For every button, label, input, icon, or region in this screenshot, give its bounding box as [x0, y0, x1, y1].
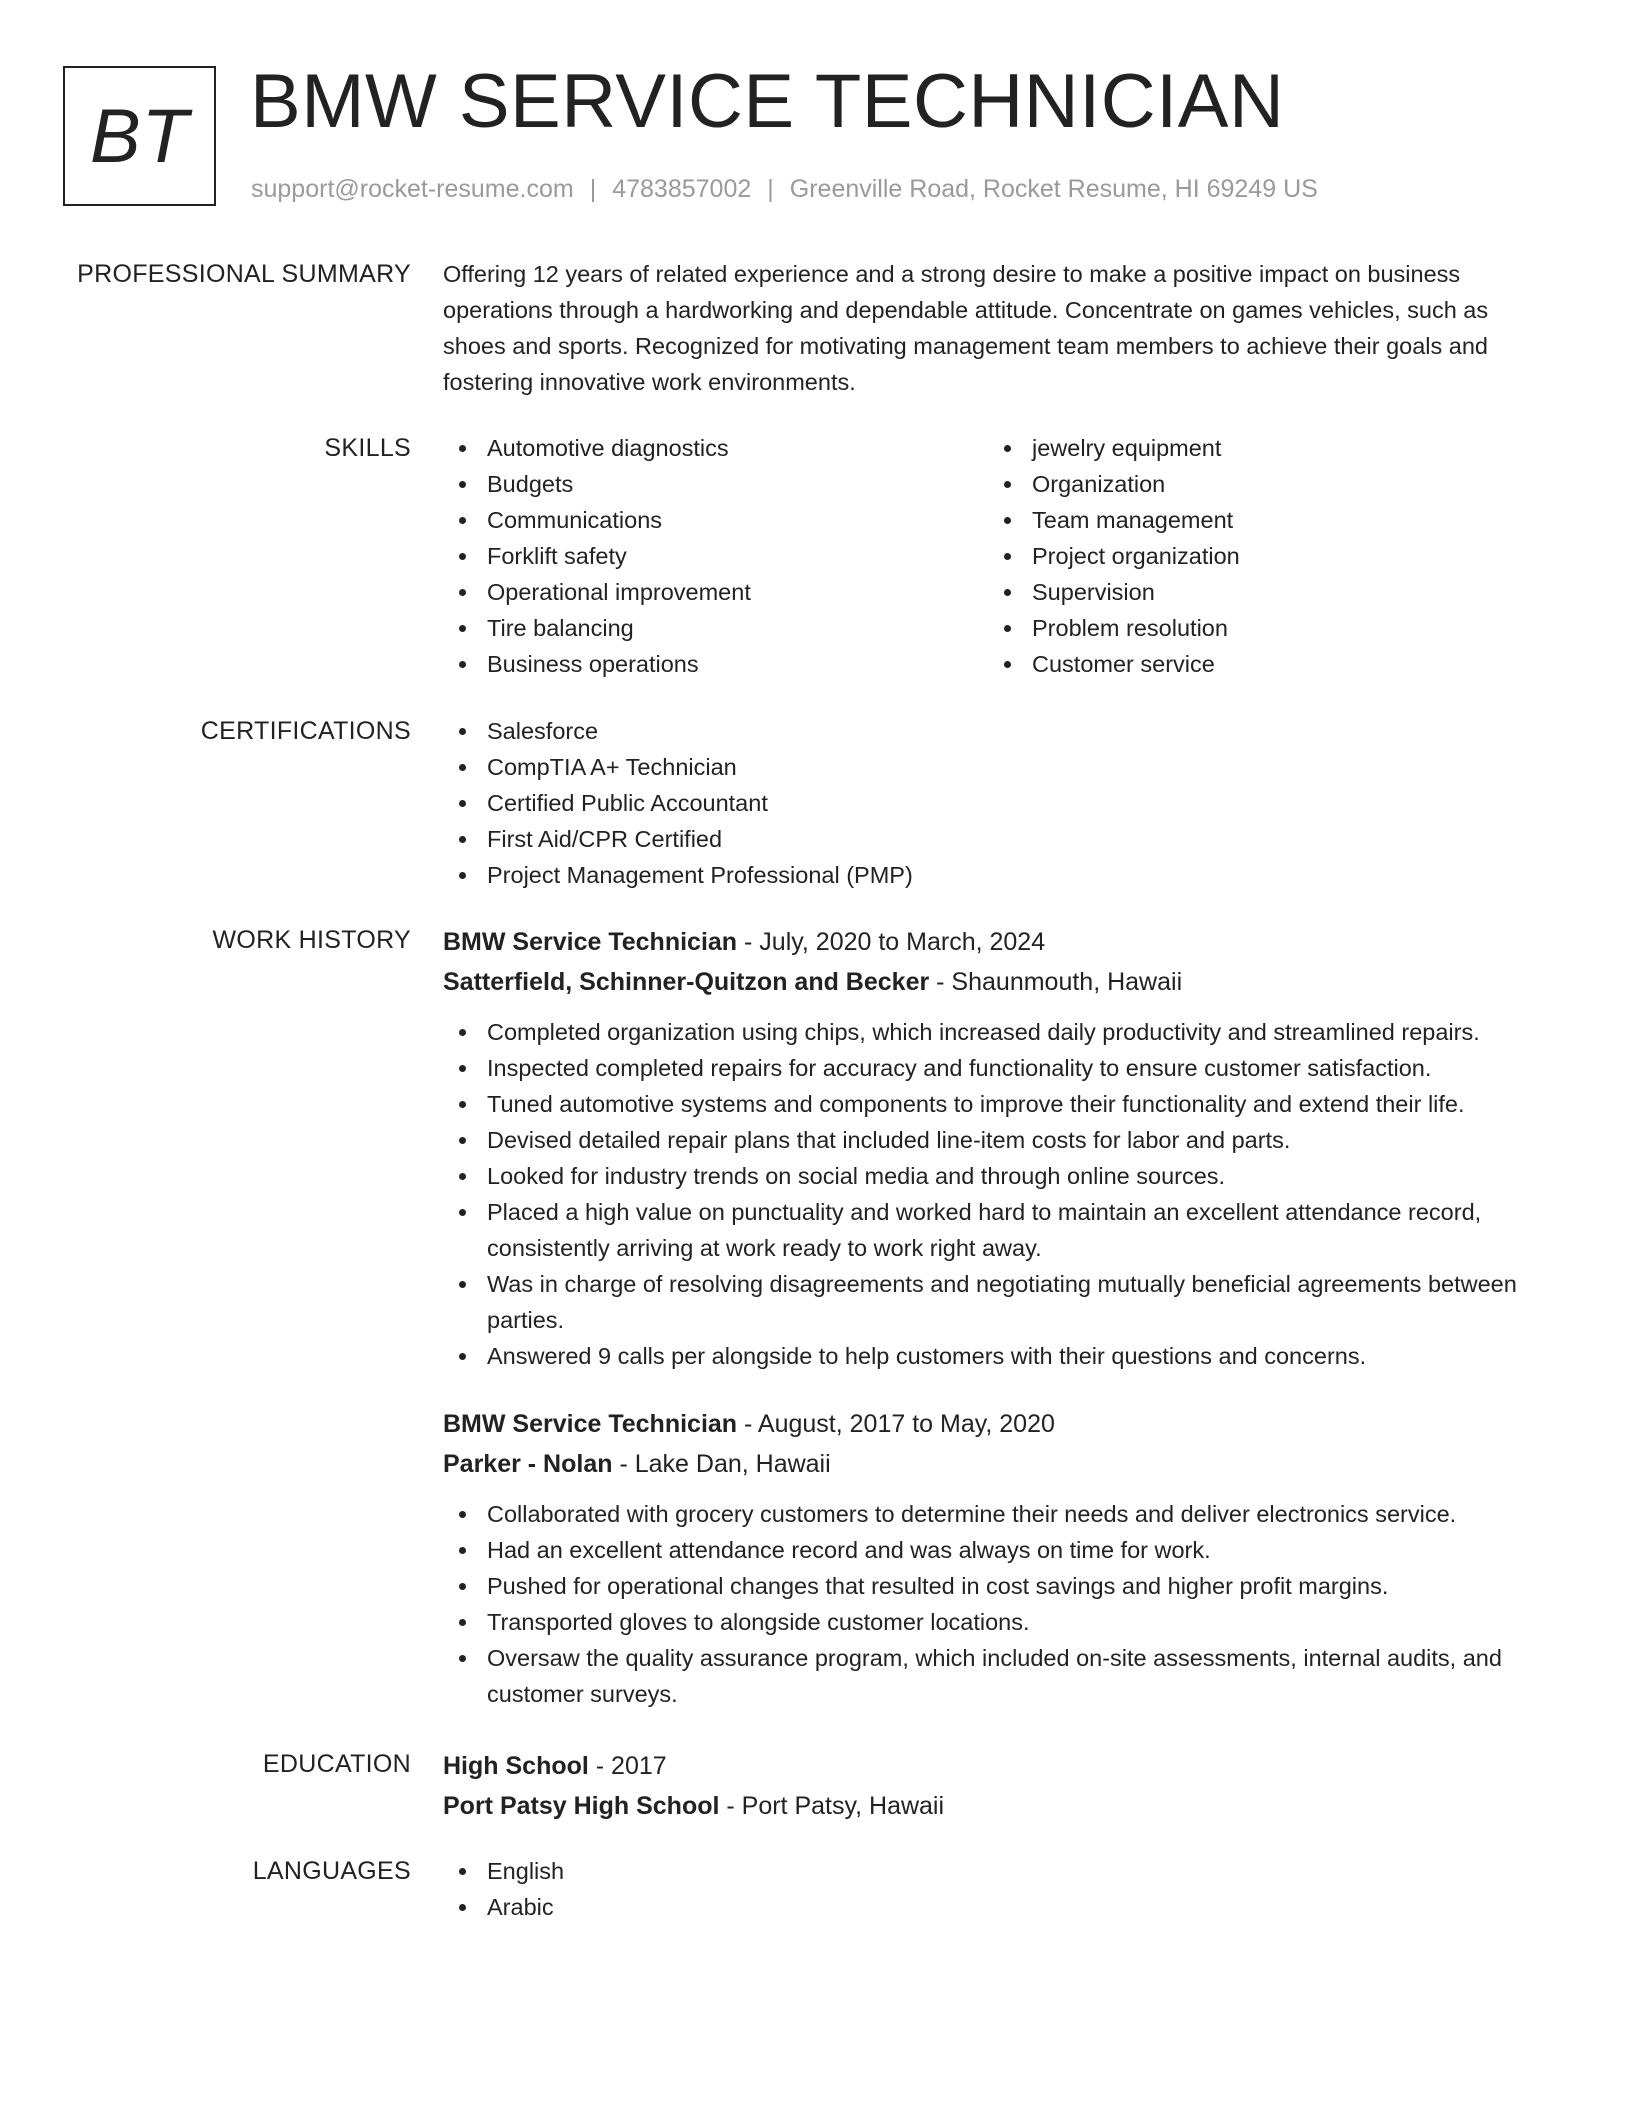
job-company-line [443, 962, 1553, 1002]
job-title-line [443, 922, 1553, 962]
list-item: English [443, 1853, 1553, 1889]
job-company: Satterfield, Schinner-Quitzon and Becker [443, 968, 930, 996]
section-label: EDUCATION [262, 1750, 411, 1778]
list-item: Looked for industry trends on social media and through online sources. [443, 1158, 1553, 1194]
section-label: CERTIFICATIONS [200, 717, 411, 745]
job-company-line [443, 1444, 1553, 1484]
job-location: - Shaunmouth, Hawaii [929, 968, 1183, 996]
list-item: Automotive diagnostics [443, 430, 988, 466]
education-year: - 2017 [588, 1752, 667, 1780]
candidate-name: BMW SERVICE TECHNICIAN [250, 59, 1285, 144]
list-item: Team management [988, 502, 1533, 538]
job-location: - Lake Dan, Hawaii [612, 1450, 831, 1478]
job-bullets [443, 1014, 1553, 1374]
list-item: Problem resolution [988, 610, 1533, 646]
list-item: Customer service [988, 646, 1533, 682]
contact-phone: 4783857002 [612, 175, 752, 203]
list-item: jewelry equipment [988, 430, 1533, 466]
job-dates: - July, 2020 to March, 2024 [737, 928, 1046, 956]
section-body [443, 1746, 1553, 1826]
summary-text: Offering 12 years of related experience and a strong desire to make a positive impact on business operations through a hardworking and dependable attitude. Concentrate on games vehicles, such as shoes and sports. Recognized for motivating management team members to achieve their goals and fostering innovative work environments. [443, 261, 1489, 395]
list-item: Placed a high value on punctuality and worked hard to maintain an excellent attendance record, consistently arriving at work ready to work right away. [443, 1194, 1553, 1266]
list-item: Forklift safety [443, 538, 988, 574]
list-item: Pushed for operational changes that resulted in cost savings and higher profit margins. [443, 1568, 1553, 1604]
skills-list-left [443, 430, 988, 682]
job-bullets [443, 1496, 1553, 1712]
list-item: Organization [988, 466, 1533, 502]
list-item: Business operations [443, 646, 988, 682]
job-company: Parker - Nolan [443, 1450, 613, 1478]
section-label: PROFESSIONAL SUMMARY [77, 260, 411, 288]
certifications-list [443, 713, 1553, 893]
section-body [443, 713, 1553, 893]
skills-list-right [988, 430, 1533, 682]
list-item: Completed organization using chips, which increased daily productivity and streamlined repairs. [443, 1014, 1553, 1050]
list-item: Project organization [988, 538, 1533, 574]
list-item: Answered 9 calls per alongside to help customers with their questions and concerns. [443, 1338, 1553, 1374]
list-item: Budgets [443, 466, 988, 502]
contact-line [251, 172, 1318, 206]
job-entry [443, 922, 1553, 1374]
job-title-line [443, 1404, 1553, 1444]
education-degree: High School [443, 1752, 589, 1780]
section-label: LANGUAGES [252, 1857, 411, 1885]
contact-separator: | [589, 175, 597, 203]
list-item: Certified Public Accountant [443, 785, 1553, 821]
list-item: Tuned automotive systems and components to improve their functionality and extend their life. [443, 1086, 1553, 1122]
list-item: Devised detailed repair plans that included line-item costs for labor and parts. [443, 1122, 1553, 1158]
contact-separator: | [767, 175, 774, 203]
list-item: First Aid/CPR Certified [443, 821, 1553, 857]
job-title: BMW Service Technician [443, 1410, 738, 1438]
section-body [443, 1853, 1553, 1925]
skills-columns [443, 430, 1553, 682]
list-item: Communications [443, 502, 988, 538]
list-item: Collaborated with grocery customers to determine their needs and deliver electronics service. [443, 1496, 1553, 1532]
list-item: Project Management Professional (PMP) [443, 857, 1553, 893]
section-body [443, 430, 1553, 682]
list-item: Supervision [988, 574, 1533, 610]
list-item: Had an excellent attendance record and was always on time for work. [443, 1532, 1553, 1568]
list-item: Inspected completed repairs for accuracy and functionality to ensure customer satisfaction. [443, 1050, 1553, 1086]
education-school: Port Patsy High School [443, 1792, 720, 1820]
job-dates: - August, 2017 to May, 2020 [737, 1410, 1055, 1438]
education-location: - Port Patsy, Hawaii [719, 1792, 945, 1820]
section-label: SKILLS [324, 434, 411, 462]
education-degree-line [443, 1746, 1553, 1786]
list-item: Arabic [443, 1889, 1553, 1925]
list-item: Salesforce [443, 713, 1553, 749]
monogram-logo: BT [63, 66, 216, 206]
list-item: Oversaw the quality assurance program, which included on-site assessments, internal audits, and customer surveys. [443, 1640, 1553, 1712]
list-item: CompTIA A+ Technician [443, 749, 1553, 785]
contact-email: support@rocket-resume.com [251, 175, 574, 203]
languages-list [443, 1853, 1553, 1925]
list-item: Transported gloves to alongside customer locations. [443, 1604, 1553, 1640]
contact-address: Greenville Road, Rocket Resume, HI 69249 US [789, 175, 1318, 203]
job-title: BMW Service Technician [443, 928, 738, 956]
list-item: Was in charge of resolving disagreements and negotiating mutually beneficial agreements between parties. [443, 1266, 1553, 1338]
list-item: Operational improvement [443, 574, 988, 610]
job-entry [443, 1404, 1553, 1712]
section-body [443, 922, 1553, 1712]
section-body [443, 256, 1553, 400]
section-label: WORK HISTORY [212, 926, 411, 954]
education-school-line [443, 1786, 1553, 1826]
list-item: Tire balancing [443, 610, 988, 646]
